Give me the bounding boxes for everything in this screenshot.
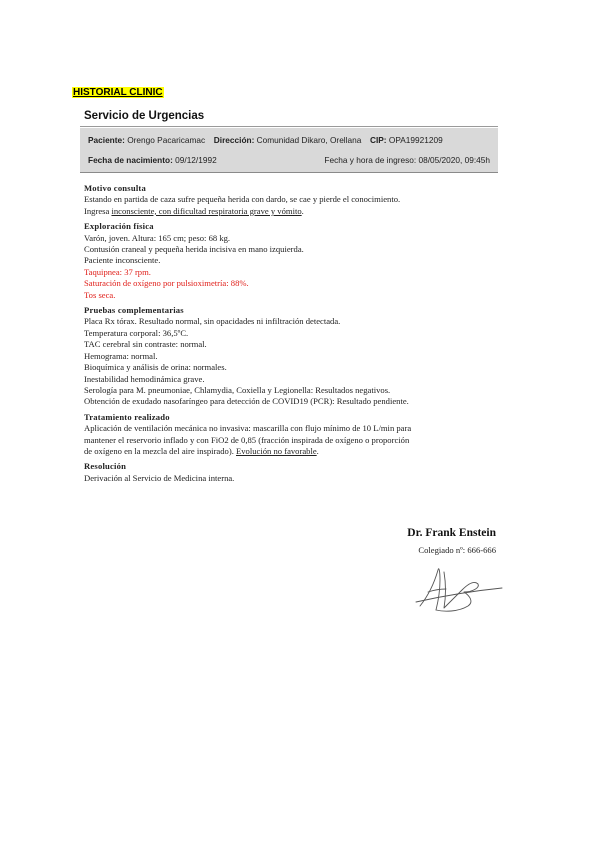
admission-label: Fecha y hora de ingreso: (324, 155, 417, 165)
birth-date: 09/12/1992 (175, 155, 217, 165)
pruebas-line: Temperatura corporal: 36,5ºC. (84, 327, 189, 338)
exploracion-alert-line: Taquipnea: 37 rpm. (84, 266, 151, 277)
birth-date-label: Fecha de nacimiento: (88, 155, 173, 165)
pruebas-line: Bioquímica y análisis de orina: normales. (84, 362, 227, 373)
pruebas-line: Obtención de exudado nasofaríngeo para detección de COVID19 (PCR): Resultado pendiente. (84, 396, 409, 407)
service-heading: Servicio de Urgencias (84, 110, 205, 122)
tratamiento-line: Aplicación de ventilación mecánica no invasiva: mascarilla con flujo mínimo de 10 L/min para (84, 423, 412, 434)
motivo-line: Estando en partida de caza sufre pequeña herida con dardo, se cae y pierde el conocimiento. (84, 194, 401, 205)
pruebas-line: Hemograma: normal. (84, 350, 158, 361)
section-exploracion (84, 221, 499, 301)
birth-date-row (88, 155, 217, 165)
patient-name-label: Paciente: (88, 135, 125, 145)
exploracion-line: Varón, joven. Altura: 165 cm; peso: 68 kg. (84, 232, 231, 243)
signature-icon (414, 562, 504, 618)
exploracion-line: Contusión craneal y pequeña herida incisiva en mano izquierda. (84, 244, 304, 255)
pruebas-heading: Pruebas complementarias (84, 305, 184, 316)
section-motivo (84, 183, 499, 217)
patient-cip: OPA19921209 (388, 135, 443, 145)
motivo-heading: Motivo consulta (84, 183, 146, 193)
exploracion-line: Paciente inconsciente. (84, 255, 161, 266)
tratamiento-line: mantener el reservorio inflado y con FiO2 de 0,85 (fracción inspirada de oxígeno o proporción (84, 434, 410, 445)
pruebas-line: Placa Rx tórax. Resultado normal, sin opacidades ni infiltración detectada. (84, 316, 341, 327)
section-tratamiento (84, 412, 499, 458)
resolucion-line: Derivación al Servicio de Medicina interna. (84, 472, 235, 483)
exploracion-heading: Exploración física (84, 221, 154, 232)
tratamiento-line: de oxígeno en la mezcla del aire inspirado). Evolución no favorable. (84, 445, 319, 456)
service-divider (80, 126, 498, 127)
collegiate-number: Colegiado nº: 666-666 (418, 545, 496, 555)
section-pruebas (84, 305, 499, 408)
pruebas-line: Inestabilidad hemodinámica grave. (84, 373, 205, 384)
patient-info-box (80, 128, 498, 173)
patient-address: Comunidad Dikaro, Orellana (256, 135, 362, 145)
doctor-name: Dr. Frank Enstein (407, 527, 496, 539)
tratamiento-underlined: Evolución no favorable (236, 445, 317, 456)
pruebas-line: Serología para M. pneumoniae, Chlamydia, Coxiella y Legionella: Resultados negativos. (84, 384, 391, 395)
section-resolucion (84, 461, 499, 484)
tratamiento-heading: Tratamiento realizado (84, 411, 170, 422)
motivo-line: Ingresa inconsciente, con dificultad respiratoria grave y vómito. (84, 205, 304, 216)
clinical-content (84, 183, 499, 488)
resolucion-heading: Resolución (84, 461, 127, 472)
document-title: HISTORIAL CLINIC (73, 87, 163, 98)
address-label: Dirección: (213, 135, 255, 145)
cip-label: CIP: (369, 135, 387, 145)
motivo-underlined: inconsciente, con dificultad respiratoria grave y vómito (111, 205, 302, 216)
exploracion-alert-line: Tos seca. (84, 289, 116, 300)
patient-name: Orengo Pacaricamac (127, 135, 206, 145)
admission-datetime: 08/05/2020, 09:45h (418, 155, 490, 165)
patient-row-1 (88, 135, 443, 145)
exploracion-alert-line: Saturación de oxígeno por pulsioximetría: 88%. (84, 278, 249, 289)
pruebas-line: TAC cerebral sin contraste: normal. (84, 339, 207, 350)
admission-row (324, 155, 490, 165)
